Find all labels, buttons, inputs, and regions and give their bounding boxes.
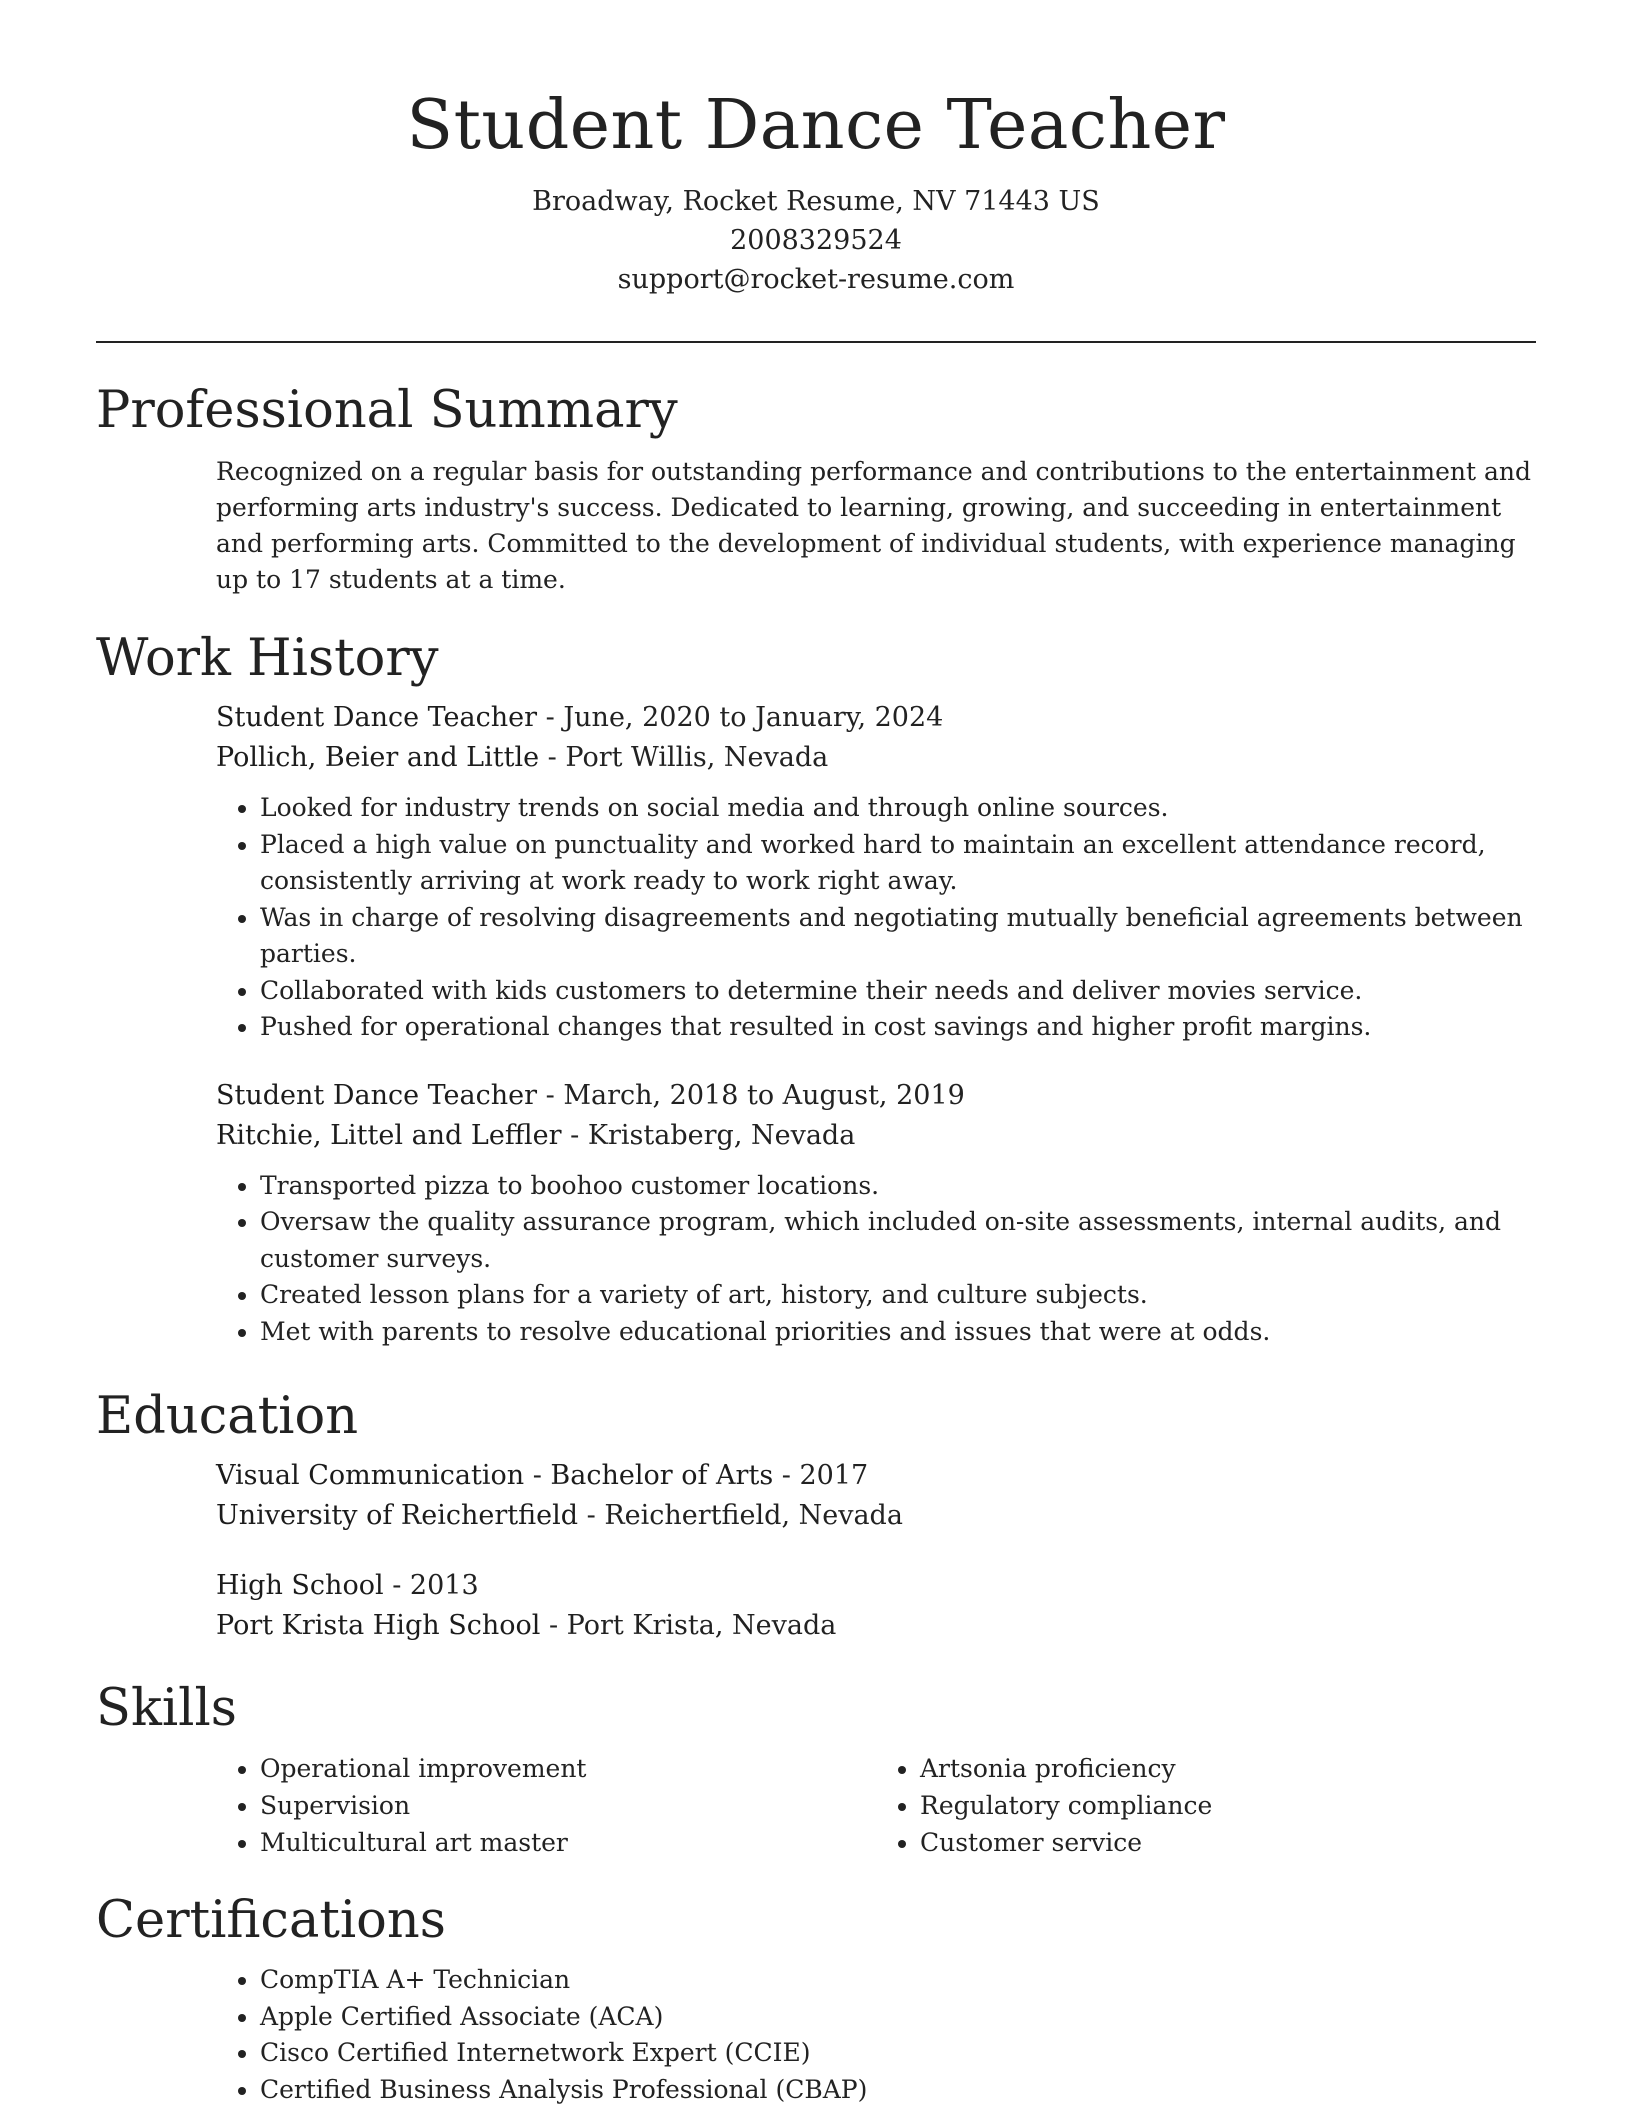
job-role: Student Dance Teacher — [216, 1079, 538, 1111]
candidate-name: Student Dance Teacher — [406, 86, 1226, 165]
list-item: • Was in charge of resolving disagreements and negotiating mutually beneficial agreements between parties. — [260, 900, 1536, 973]
list-item: • CompTIA A+ Technician — [260, 1962, 1536, 1999]
work-section — [96, 626, 1536, 1350]
education-school: Port Krista High School — [216, 1610, 541, 1641]
job-entry — [216, 698, 1536, 1046]
skills-list-left — [216, 1750, 876, 1861]
list-item: • Regulatory compliance — [920, 1787, 1536, 1824]
list-item: • Customer service — [920, 1824, 1536, 1861]
section-title-skills: Skills — [96, 1679, 237, 1738]
job-heading: Student Dance Teacher - March, 2018 to August, 2019 — [216, 1079, 965, 1111]
section-title-summary: Professional Summary — [96, 381, 678, 440]
list-item: • Supervision — [260, 1787, 876, 1824]
summary-text: Recognized on a regular basis for outstanding performance and contributions to the entertainment and performing arts industry's success. Dedicated to learning, growing, and succeeding in entertainment and performing arts. Committed to the development of individual students, with experience managing up to 17 students at a time. — [216, 457, 1532, 594]
education-heading: Visual Communication - Bachelor of Arts - 2017 — [216, 1460, 869, 1491]
job-company: Ritchie, Littel and Leffler — [216, 1119, 562, 1151]
list-item: • Collaborated with kids customers to determine their needs and deliver movies service. — [260, 973, 1536, 1010]
job-bullets — [216, 790, 1536, 1046]
job-location: Kristaberg, Nevada — [587, 1119, 856, 1151]
job-entry — [216, 1076, 1536, 1351]
education-school-line: Port Krista High School - Port Krista, Nevada — [216, 1610, 837, 1641]
list-item: • Certified Business Analysis Professional (CBAP) — [260, 2072, 1536, 2109]
education-field: Visual Communication — [216, 1460, 525, 1491]
certifications-block — [216, 1962, 1536, 2108]
list-item: • Placed a high value on punctuality and worked hard to maintain an excellent attendance record, consistently arriving at work ready to work right away. — [260, 827, 1536, 900]
skills-section — [96, 1676, 1536, 1861]
skills-list-right — [876, 1750, 1536, 1861]
education-year: 2017 — [799, 1460, 869, 1491]
list-item: • Artsonia proficiency — [920, 1750, 1536, 1787]
job-role: Student Dance Teacher — [216, 702, 538, 733]
education-school-line: University of Reichertfield - Reichertfield, Nevada — [216, 1500, 903, 1531]
phone: 2008329524 — [730, 225, 902, 256]
job-dates: June, 2020 to January, 2024 — [563, 702, 944, 733]
job-location: Port Willis, Nevada — [565, 742, 829, 773]
list-item: • Oversaw the quality assurance program, which included on-site assessments, internal audits, and customer surveys. — [260, 1204, 1536, 1277]
job-company-line: Ritchie, Littel and Leffler - Kristaberg, Nevada — [216, 1119, 856, 1151]
list-item: • Apple Certified Associate (ACA) — [260, 1999, 1536, 2036]
skills-columns — [216, 1750, 1536, 1861]
job-company: Pollich, Beier and Little — [216, 742, 540, 773]
address: Broadway, Rocket Resume, NV 71443 US — [532, 186, 1100, 217]
education-school: University of Reichertfield — [216, 1500, 579, 1531]
education-entry — [216, 1566, 1536, 1646]
job-heading: Student Dance Teacher - June, 2020 to January, 2024 — [216, 702, 944, 733]
job-bullets — [216, 1168, 1536, 1351]
contact-info — [96, 182, 1536, 299]
section-title-work: Work History — [96, 629, 439, 688]
list-item: • Created lesson plans for a variety of art, history, and culture subjects. — [260, 1277, 1536, 1314]
list-item: • Transported pizza to boohoo customer locations. — [260, 1168, 1536, 1205]
list-item: • Cisco Certified Internetwork Expert (CCIE) — [260, 2035, 1536, 2072]
education-year: 2013 — [409, 1570, 479, 1601]
section-title-certifications: Certifications — [96, 1891, 446, 1950]
education-degree: Bachelor of Arts — [550, 1460, 774, 1491]
job-dates: March, 2018 to August, 2019 — [563, 1079, 965, 1111]
resume-header — [96, 78, 1536, 299]
list-item: • Pushed for operational changes that resulted in cost savings and higher profit margins. — [260, 1009, 1536, 1046]
certifications-section — [96, 1888, 1536, 2108]
section-title-education: Education — [96, 1387, 359, 1446]
education-field: High School — [216, 1570, 384, 1601]
education-entry — [216, 1456, 1536, 1536]
education-heading: High School - 2013 — [216, 1570, 479, 1601]
list-item: • Multicultural art master — [260, 1824, 876, 1861]
education-location: Port Krista, Nevada — [566, 1610, 837, 1641]
job-company-line: Pollich, Beier and Little - Port Willis, Nevada — [216, 742, 829, 773]
list-item: • Looked for industry trends on social media and through online sources. — [260, 790, 1536, 827]
education-section — [96, 1384, 1536, 1646]
certifications-list — [216, 1962, 1536, 2108]
email: support@rocket-resume.com — [617, 264, 1015, 295]
list-item: • Operational improvement — [260, 1750, 876, 1787]
summary-section — [96, 378, 1536, 598]
header-divider — [96, 341, 1536, 343]
education-location: Reichertfield, Nevada — [604, 1500, 903, 1531]
list-item: • Met with parents to resolve educational priorities and issues that were at odds. — [260, 1314, 1536, 1351]
